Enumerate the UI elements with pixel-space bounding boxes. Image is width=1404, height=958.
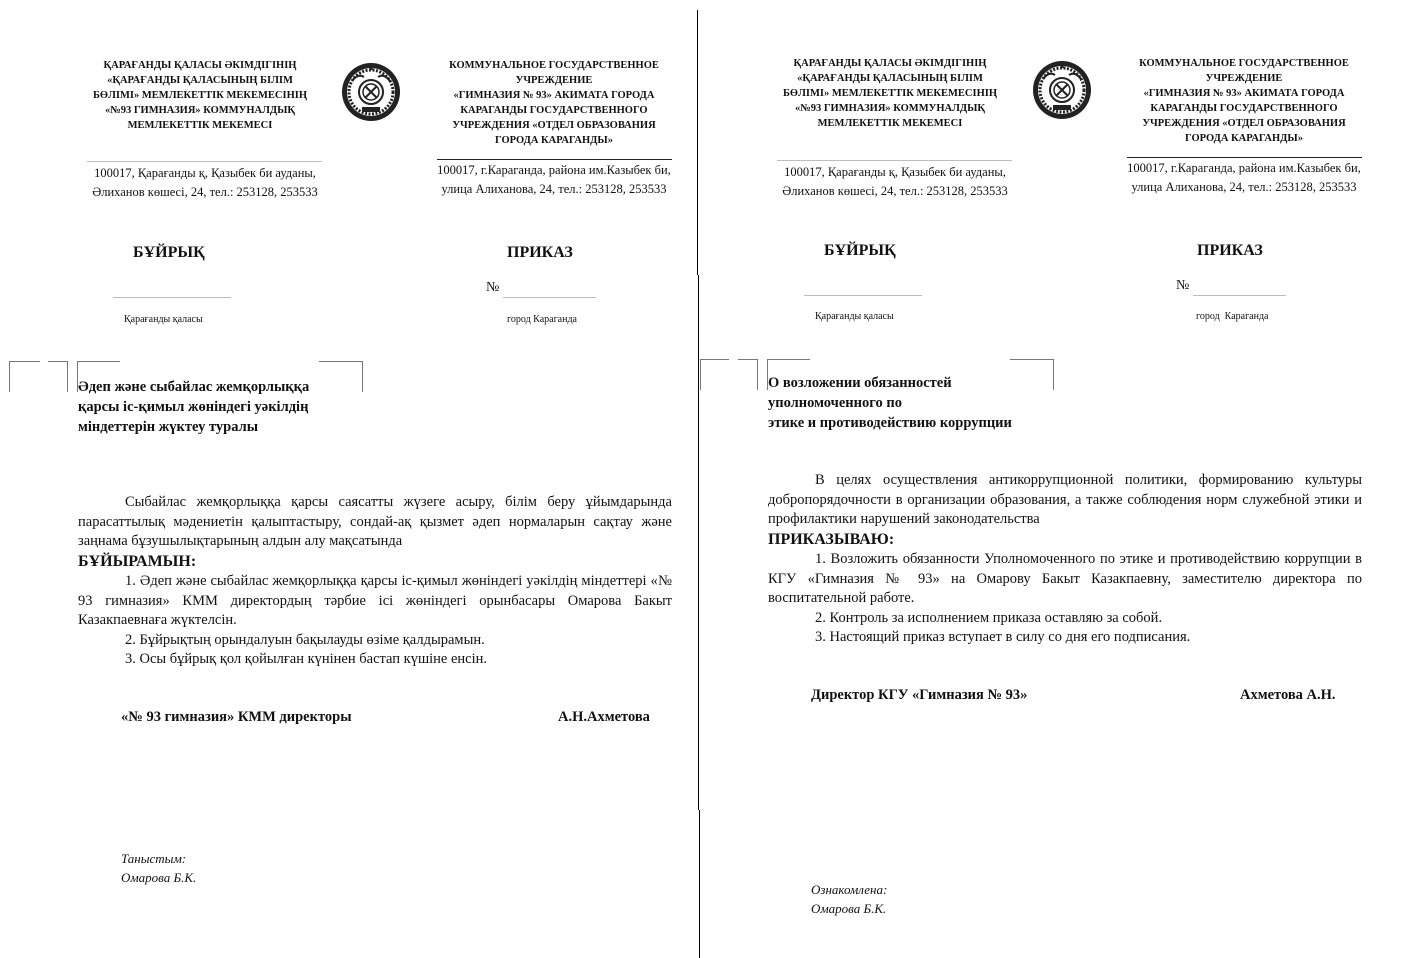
address-line: Әлиханов көшесі, 24, тел.: 253128, 253533 <box>782 184 1008 198</box>
title-line: қарсы іс-қимыл жөніндегі уәкілдің <box>78 399 309 415</box>
order-item: 2. Контроль за исполнением приказа оставляю за собой. <box>815 609 1163 626</box>
doc-type-ru: ПРИКАЗ <box>507 244 573 261</box>
document-title <box>768 373 1012 433</box>
preamble <box>78 493 672 572</box>
title-line: Әдеп және сыбайлас жемқорлыққа <box>78 379 310 395</box>
order-word: БҰЙЫРАМЫН: <box>78 552 197 570</box>
title-line: уполномоченного по <box>768 395 902 411</box>
org-header-line: «ГИМНАЗИЯ № 93» АКИМАТА ГОРОДА <box>453 90 655 101</box>
header-rule <box>777 160 1012 161</box>
org-header-line: БӨЛІМІ» МЕМЛЕКЕТТІК МЕКЕМЕСІНІҢ <box>92 90 308 101</box>
org-header-line: КОММУНАЛЬНОЕ ГОСУДАРСТВЕННОЕ <box>1139 58 1349 69</box>
number-sign: № <box>486 280 500 295</box>
address-kz <box>70 164 340 202</box>
acknowledgement <box>121 849 196 887</box>
document-title <box>78 377 309 437</box>
city-ru: город Караганда <box>507 314 577 325</box>
ack-label: Ознакомлена: <box>811 882 888 897</box>
doc-type-kz: БҰЙРЫҚ <box>824 242 896 259</box>
city-kz: Қарағанды қаласы <box>124 314 203 325</box>
header-rule <box>437 159 672 160</box>
address-line: улица Алиханова, 24, тел.: 253128, 253533 <box>441 182 667 196</box>
corner-bracket <box>700 359 729 390</box>
org-header-line: УЧРЕЖДЕНИЯ «ОТДЕЛ ОБРАЗОВАНИЯ <box>1142 118 1346 129</box>
preamble <box>768 471 1362 550</box>
address-line: 100017, Қарағанды қ, Қазыбек би ауданы, <box>784 165 1006 179</box>
org-header-line: КАРАГАНДЫ ГОСУДАРСТВЕННОГО <box>460 105 648 116</box>
corner-bracket <box>319 361 363 392</box>
address-ru <box>1108 159 1380 197</box>
number-line <box>1193 295 1286 296</box>
org-header-line: ГОРОДА КАРАГАНДЫ» <box>1185 133 1303 144</box>
signer-position: «№ 93 гимназия» КММ директоры <box>121 709 352 725</box>
org-header-line: КОММУНАЛЬНОЕ ГОСУДАРСТВЕННОЕ <box>449 60 659 71</box>
corner-bracket <box>9 361 40 392</box>
preamble-text: Сыбайлас жемқорлыққа қарсы саясатты жүзеге асыру, білім беру ұйымдарында парасаттылық мәдениетін қалыптастыру, сондай-ақ қызмет әдеп нормаларын сақтау және заңнама бұзушылықтарының алдын алу мақсатында <box>78 494 672 549</box>
org-header-ru <box>420 58 688 148</box>
org-header-line: «ҚАРАҒАНДЫ ҚАЛАСЫНЫҢ БІЛІМ <box>797 73 983 84</box>
org-header-kz <box>760 56 1020 131</box>
document-body <box>78 493 672 670</box>
ack-name: Омарова Б.К. <box>811 901 887 916</box>
org-header-line: БӨЛІМІ» МЕМЛЕКЕТТІК МЕКЕМЕСІНІҢ <box>782 88 998 99</box>
order-item: 2. Бұйрықтың орындалуын бақылауды өзіме қалдырамын. <box>125 631 485 648</box>
state-emblem-icon <box>1031 59 1093 121</box>
doc-type-ru: ПРИКАЗ <box>1197 242 1263 259</box>
address-kz <box>760 163 1030 201</box>
page-divider-middle <box>698 275 699 810</box>
title-line: О возложении обязанностей <box>768 375 952 391</box>
signer-position: Директор КГУ «Гимназия № 93» <box>811 687 1028 703</box>
org-header-line: ГОРОДА КАРАГАНДЫ» <box>495 135 613 146</box>
order-item: 3. Осы бұйрық қол қойылған күнінен бастап күшіне енсін. <box>125 651 487 667</box>
city-ru: город Караганда <box>1196 311 1269 322</box>
ack-label: Таныстым: <box>121 851 187 866</box>
document-body <box>768 471 1362 648</box>
header-rule <box>1127 157 1362 158</box>
org-header-line: «ГИМНАЗИЯ № 93» АКИМАТА ГОРОДА <box>1143 88 1345 99</box>
city-kz: Қарағанды қаласы <box>815 311 894 322</box>
corner-bracket <box>48 361 68 392</box>
corner-bracket <box>1010 359 1054 390</box>
ack-name: Омарова Б.К. <box>121 870 197 885</box>
signer-name: Ахметова А.Н. <box>1240 687 1336 703</box>
address-line: Әлиханов көшесі, 24, тел.: 253128, 253533 <box>92 185 318 199</box>
org-header-line: ҚАРАҒАНДЫ ҚАЛАСЫ ӘКІМДІГІНІҢ <box>103 60 297 71</box>
address-line: 100017, г.Караганда, района им.Казыбек би, <box>1127 161 1361 175</box>
org-header-line: УЧРЕЖДЕНИЕ <box>515 75 593 86</box>
order-item: 1. Возложить обязанности Уполномоченного по этике и противодействию коррупции в КГУ «Гимназия № 93» на Омарову Бакыт Казакпаевну, заместителю директора по воспитательной работе. <box>768 551 1362 606</box>
corner-bracket <box>738 359 758 390</box>
org-header-line: УЧРЕЖДЕНИЯ «ОТДЕЛ ОБРАЗОВАНИЯ <box>452 120 656 131</box>
order-item: 3. Настоящий приказ вступает в силу со дня его подписания. <box>815 629 1191 645</box>
date-line <box>804 295 922 296</box>
number-sign: № <box>1176 278 1190 293</box>
address-line: улица Алиханова, 24, тел.: 253128, 253533 <box>1131 180 1357 194</box>
address-line: 100017, г.Караганда, района им.Казыбек би, <box>437 163 671 177</box>
preamble-text: В целях осуществления антикоррупционной политики, формированию культуры добропорядочности в организации образования, а также соблюдения норм служебной этики и профилактики нарушений законодательства <box>768 472 1362 527</box>
acknowledgement <box>811 880 887 918</box>
org-header-ru <box>1110 56 1378 146</box>
title-line: этике и противодействию коррупции <box>768 415 1012 431</box>
org-header-line: КАРАГАНДЫ ГОСУДАРСТВЕННОГО <box>1150 103 1338 114</box>
org-header-line: УЧРЕЖДЕНИЕ <box>1205 73 1283 84</box>
signer-name: А.Н.Ахметова <box>558 709 650 725</box>
date-line <box>113 297 231 298</box>
org-header-line: ҚАРАҒАНДЫ ҚАЛАСЫ ӘКІМДІГІНІҢ <box>793 58 987 69</box>
header-rule <box>87 161 322 162</box>
title-line: міндеттерін жүктеу туралы <box>78 419 259 435</box>
number-line <box>503 297 596 298</box>
org-header-line: «ҚАРАҒАНДЫ ҚАЛАСЫНЫҢ БІЛІМ <box>107 75 293 86</box>
document-page-kazakh <box>0 0 698 958</box>
doc-type-kz: БҰЙРЫҚ <box>133 244 205 261</box>
state-emblem-icon <box>340 61 402 123</box>
order-item: 1. Әдеп және сыбайлас жемқорлыққа қарсы іс-қимыл жөніндегі уәкілдің міндеттері «№ 93 гимназия» КММ директордың тәрбие ісі жөніндегі орынбасары Омарова Бакыт Казакпаевнаға жүктелсін. <box>78 573 672 628</box>
order-word: ПРИКАЗЫВАЮ: <box>768 530 895 548</box>
address-ru <box>418 161 690 199</box>
org-header-line: «№93 ГИМНАЗИЯ» КОММУНАЛДЫҚ <box>104 105 296 116</box>
address-line: 100017, Қарағанды қ, Қазыбек би ауданы, <box>94 166 316 180</box>
org-header-line: МЕМЛЕКЕТТІК МЕКЕМЕСІ <box>817 118 963 129</box>
org-header-line: «№93 ГИМНАЗИЯ» КОММУНАЛДЫҚ <box>794 103 986 114</box>
org-header-kz <box>70 58 330 133</box>
document-page-russian <box>700 0 1404 958</box>
org-header-line: МЕМЛЕКЕТТІК МЕКЕМЕСІ <box>127 120 273 131</box>
